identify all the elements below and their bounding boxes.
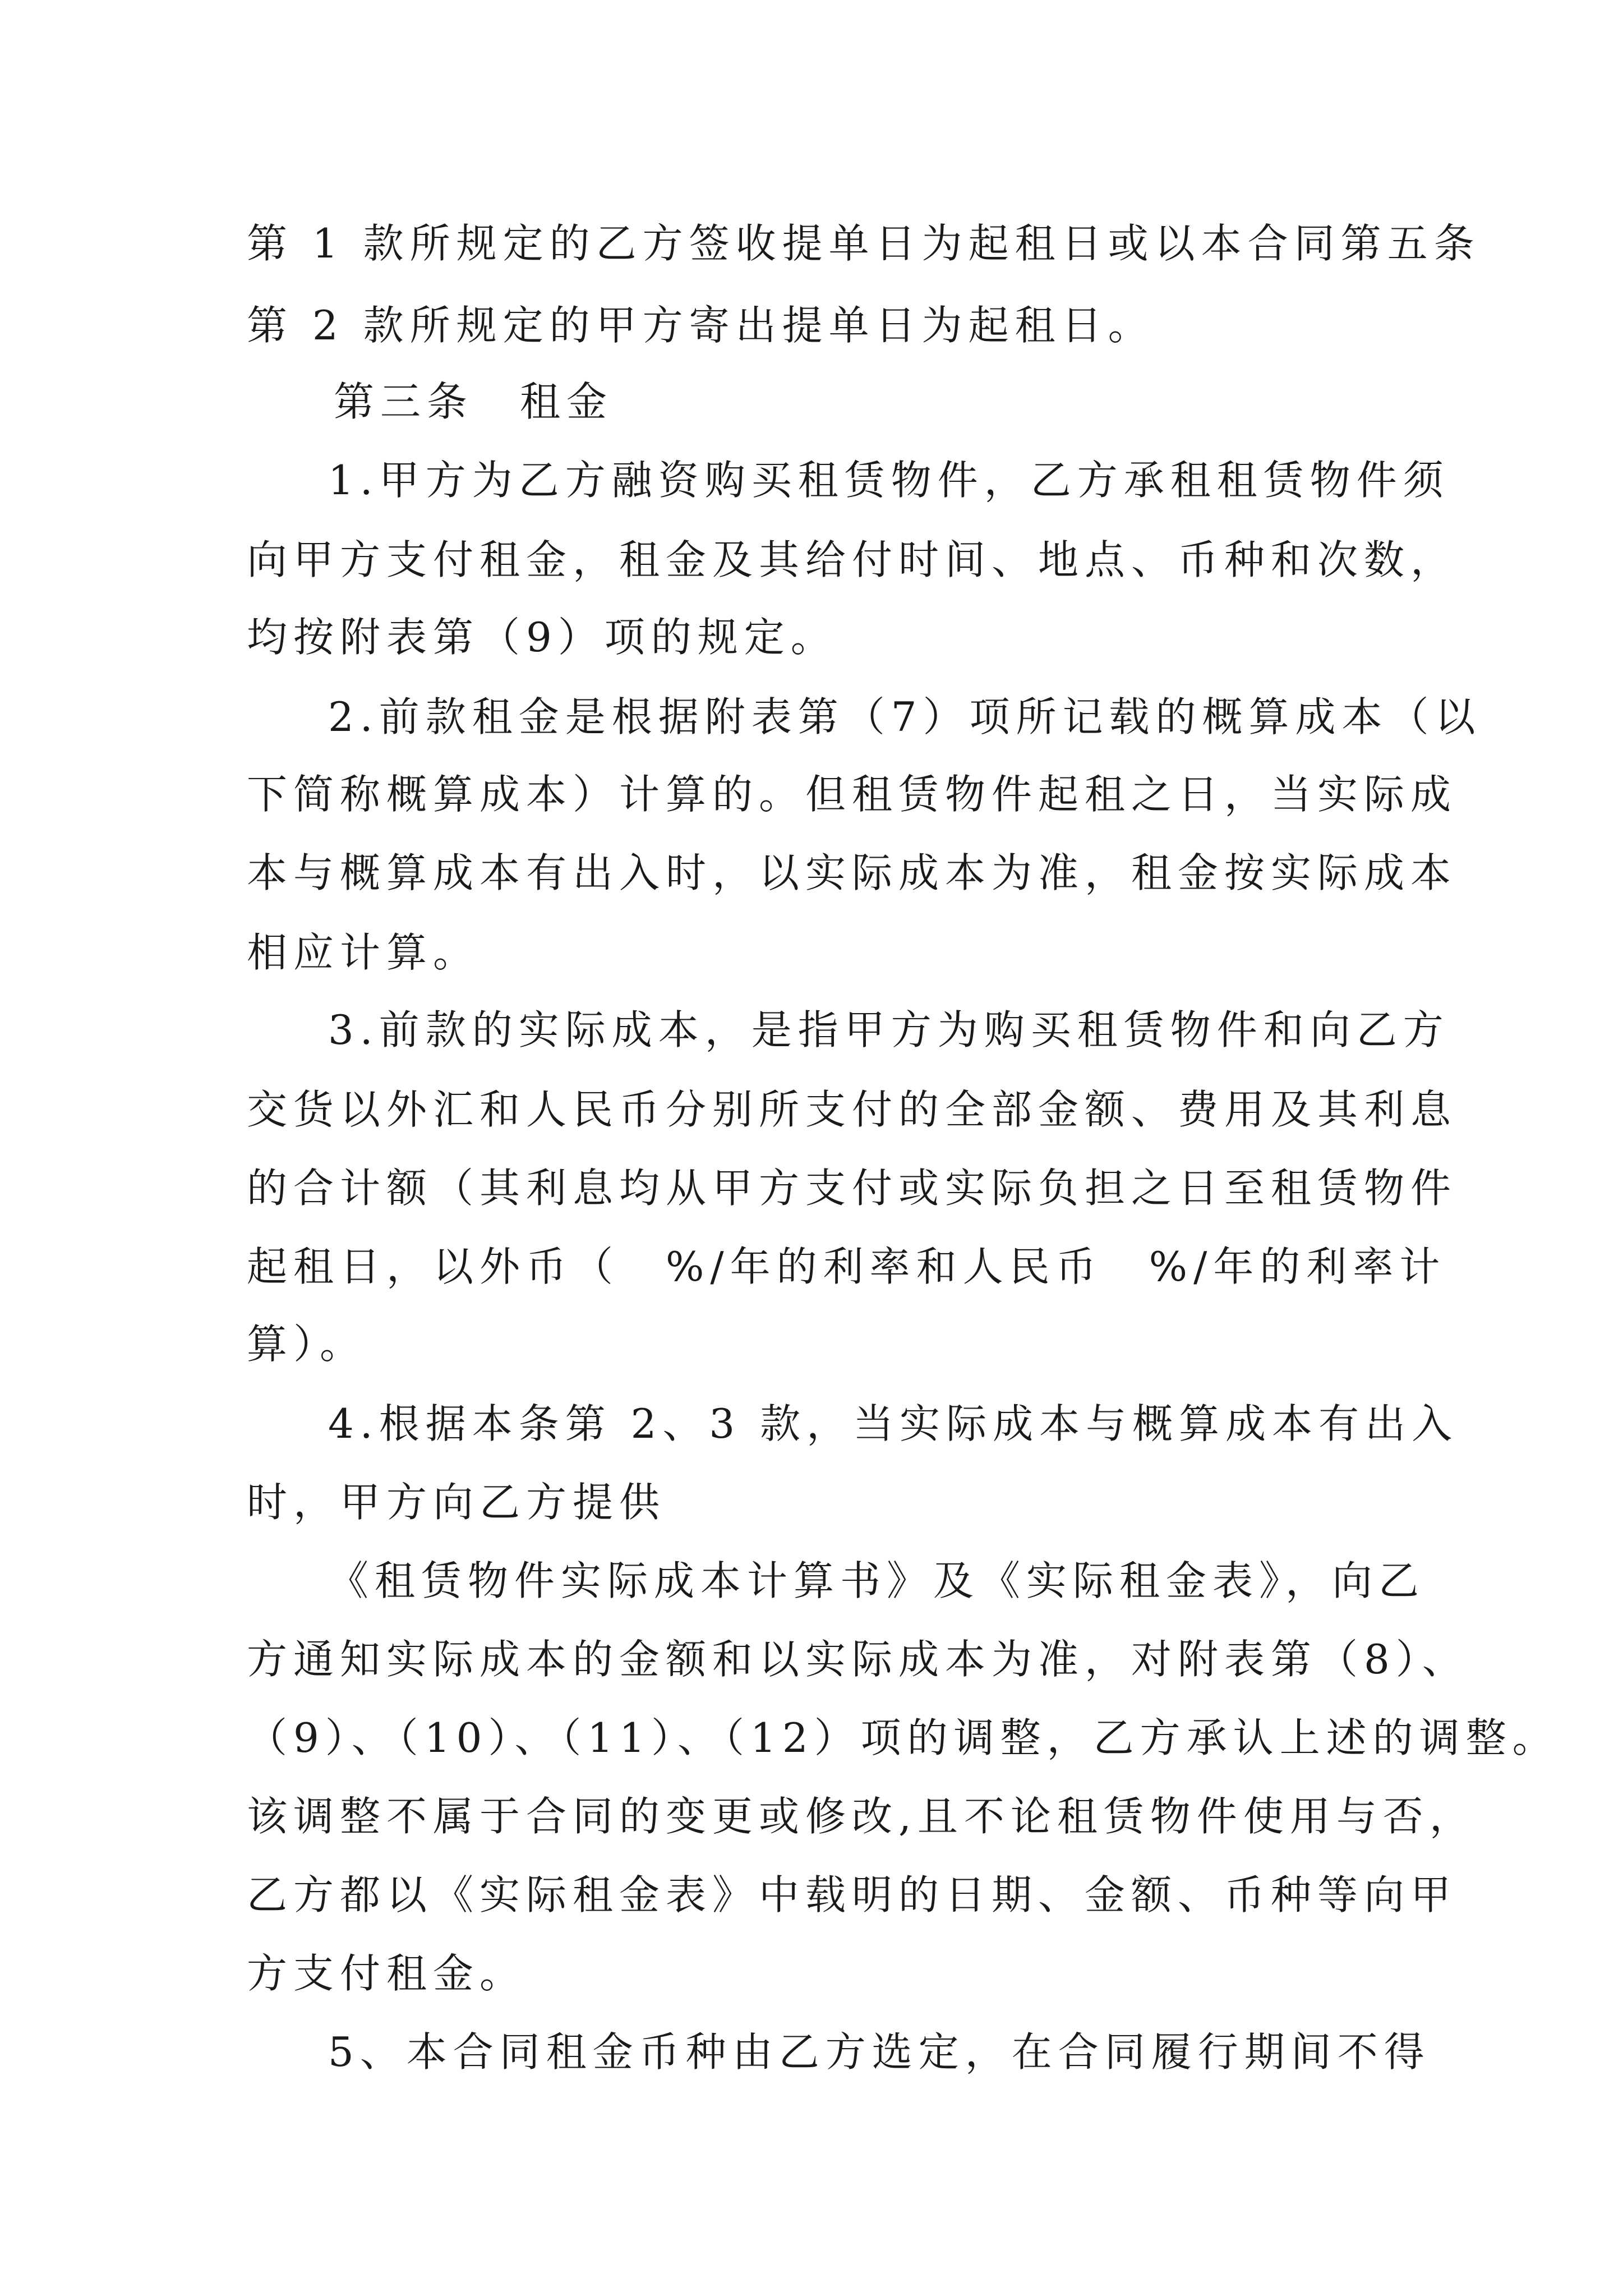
text-line-14: 起租日，以外币（ %/年的利率和人民币 %/年的利率计 <box>247 1243 1446 1290</box>
text-line-16: 4.根据本条第 2、3 款，当实际成本与概算成本有出入 <box>328 1400 1459 1447</box>
text-line-19: 方通知实际成本的金额和以实际成本为准，对附表第（8）、 <box>247 1636 1469 1683</box>
text-line-24: 5、本合同租金币种由乙方选定，在合同履行期间不得 <box>328 2028 1431 2076</box>
text-line-6: 均按附表第（9）项的规定。 <box>247 614 837 661</box>
text-line-12: 交货以外汇和人民币分别所支付的全部金额、费用及其利息 <box>247 1086 1458 1133</box>
text-line-8: 下简称概算成本）计算的。但租赁物件起租之日，当实际成 <box>247 771 1458 818</box>
text-line-13: 的合计额（其利息均从甲方支付或实际负担之日至租赁物件 <box>247 1165 1458 1212</box>
text-line-4: 1.甲方为乙方融资购买租赁物件，乙方承租租赁物件须 <box>328 457 1450 504</box>
text-line-5: 向甲方支付租金，租金及其给付时间、地点、币种和次数， <box>247 536 1458 583</box>
text-line-11: 3.前款的实际成本，是指甲方为购买租赁物件和向乙方 <box>328 1006 1450 1053</box>
text-line-23: 方支付租金。 <box>247 1950 527 1997</box>
text-line-1: 第 1 款所规定的乙方签收提单日为起租日或以本合同第五条 <box>247 220 1481 267</box>
text-line-2: 第 2 款所规定的甲方寄出提单日为起租日。 <box>247 302 1155 349</box>
text-line-18: 《租赁物件实际成本计算书》及《实际租金表》，向乙 <box>328 1557 1426 1604</box>
text-line-9: 本与概算成本有出入时，以实际成本为准，租金按实际成本 <box>247 849 1458 896</box>
section-heading: 第三条 租金 <box>334 378 614 425</box>
text-line-15: 算）。 <box>247 1320 367 1368</box>
text-line-22: 乙方都以《实际租金表》中载明的日期、金额、币种等向甲 <box>247 1871 1458 1918</box>
text-line-20: （9）、（10）、（11）、（12）项的调整，乙方承认上述的调整。 <box>247 1714 1559 1761</box>
text-line-7: 2.前款租金是根据附表第（7）项所记载的概算成本（以 <box>328 693 1482 740</box>
text-line-21: 该调整不属于合同的变更或修改,且不论租赁物件使用与否， <box>247 1793 1476 1840</box>
text-line-10: 相应计算。 <box>247 929 480 976</box>
text-line-17: 时，甲方向乙方提供 <box>247 1479 666 1526</box>
